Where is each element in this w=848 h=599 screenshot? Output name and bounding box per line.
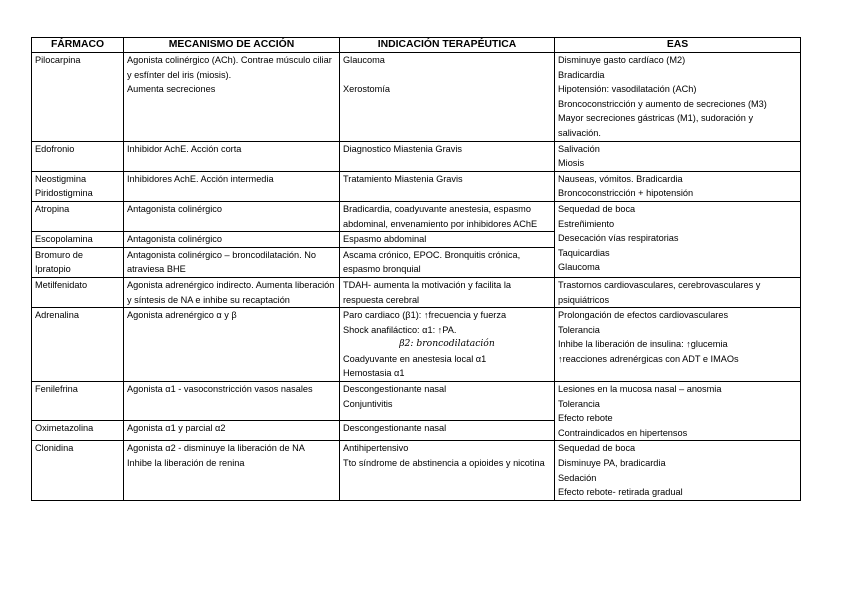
cell-eas-anticolinergicos: Sequedad de boca Estreñimiento Desecación vías respiratorias Taquicardias Glaucoma	[555, 201, 801, 277]
cell-indicacion: Bradicardia, coadyuvante anestesia, espasmo abdominal, envenamiento por inhibidores AChE	[340, 201, 555, 231]
cell-indicacion: Ascama crónico, EPOC. Bronquitis crónica, espasmo bronquial	[340, 247, 555, 277]
cell-indicacion: Antihipertensivo Tto síndrome de abstinencia a opioides y nicotina	[340, 441, 555, 500]
cell-mecanismo: Antagonista colinérgico	[124, 201, 340, 231]
cell-farmaco: Neostigmina Piridostigmina	[32, 171, 124, 201]
cell-mecanismo: Agonista colinérgico (ACh). Contrae músculo ciliar y esfínter del iris (miosis). Aumenta secreciones	[124, 53, 340, 142]
cell-mecanismo: Antagonista colinérgico – broncodilatación. No atraviesa BHE	[124, 247, 340, 277]
table-row	[32, 308, 801, 382]
cell-farmaco: Adrenalina	[32, 308, 124, 382]
cell-farmaco: Clonidina	[32, 441, 124, 500]
table-row	[32, 141, 801, 171]
header-eas: EAS	[555, 38, 801, 53]
cell-mecanismo: Inhibidor AchE. Acción corta	[124, 141, 340, 171]
header-row	[32, 38, 801, 53]
cell-mecanismo: Agonista α2 - disminuye la liberación de NA Inhibe la liberación de renina	[124, 441, 340, 500]
cell-eas: Nauseas, vómitos. Bradicardia Broncoconstricción + hipotensión	[555, 171, 801, 201]
cell-eas: Prolongación de efectos cardiovasculares Tolerancia Inhibe la liberación de insulina: ↑glucemia ↑reacciones adrenérgicas con ADT e IMAOs	[555, 308, 801, 382]
cell-eas: Salivación Miosis	[555, 141, 801, 171]
cell-farmaco: Metilfenidato	[32, 277, 124, 307]
cell-indicacion: Paro cardiaco (β1): ↑frecuencia y fuerza Shock anafiláctico: α1: ↑PA. β2: broncodilatación Coadyuvante en anestesia local α1 Hemostasia α1	[340, 308, 555, 382]
cell-farmaco: Pilocarpina	[32, 53, 124, 142]
cell-mecanismo: Agonista α1 - vasoconstricción vasos nasales	[124, 382, 340, 421]
table-row	[32, 171, 801, 201]
cell-mecanismo: Agonista α1 y parcial α2	[124, 421, 340, 441]
cell-farmaco: Oximetazolina	[32, 421, 124, 441]
table-row	[32, 201, 801, 231]
table-row	[32, 441, 801, 500]
cell-farmaco: Bromuro de Ipratopio	[32, 247, 124, 277]
table-row	[32, 382, 801, 421]
cell-indicacion: Tratamiento Miastenia Gravis	[340, 171, 555, 201]
cell-eas: Sequedad de boca Disminuye PA, bradicardia Sedación Efecto rebote- retirada gradual	[555, 441, 801, 500]
cell-indicacion: Espasmo abdominal	[340, 232, 555, 248]
cell-farmaco: Escopolamina	[32, 232, 124, 248]
cell-eas: Disminuye gasto cardíaco (M2) Bradicardia Hipotensión: vasodilatación (ACh) Broncoconstricción y aumento de secreciones (M3) Mayor secreciones gástricas (M1), sudoración y salivación.	[555, 53, 801, 142]
header-farmaco: FÁRMACO	[32, 38, 124, 53]
cell-indicacion: Diagnostico Miastenia Gravis	[340, 141, 555, 171]
cell-indicacion: Glaucoma Xerostomía	[340, 53, 555, 142]
cell-mecanismo: Inhibidores AchE. Acción intermedia	[124, 171, 340, 201]
cell-farmaco: Atropina	[32, 201, 124, 231]
cell-indicacion: TDAH- aumenta la motivación y facilita la respuesta cerebral	[340, 277, 555, 307]
cell-farmaco: Fenilefrina	[32, 382, 124, 421]
cell-mecanismo: Agonista adrenérgico indirecto. Aumenta liberación y síntesis de NA e inhibe su recaptación	[124, 277, 340, 307]
cell-eas: Trastornos cardiovasculares, cerebrovasculares y psiquiátricos	[555, 277, 801, 307]
cell-mecanismo: Agonista adrenérgico α y β	[124, 308, 340, 382]
header-indicacion: INDICACIÓN TERAPÉUTICA	[340, 38, 555, 53]
cell-eas-nasales: Lesiones en la mucosa nasal – anosmia Tolerancia Efecto rebote Contraindicados en hipertensos	[555, 382, 801, 441]
cell-farmaco: Edofronio	[32, 141, 124, 171]
cell-indicacion: Descongestionante nasal Conjuntivitis	[340, 382, 555, 421]
table-row	[32, 277, 801, 307]
table-row	[32, 53, 801, 142]
cell-mecanismo: Antagonista colinérgico	[124, 232, 340, 248]
cell-indicacion: Descongestionante nasal	[340, 421, 555, 441]
header-mecanismo: MECANISMO DE ACCIÓN	[124, 38, 340, 53]
pharmacology-table	[31, 37, 801, 501]
